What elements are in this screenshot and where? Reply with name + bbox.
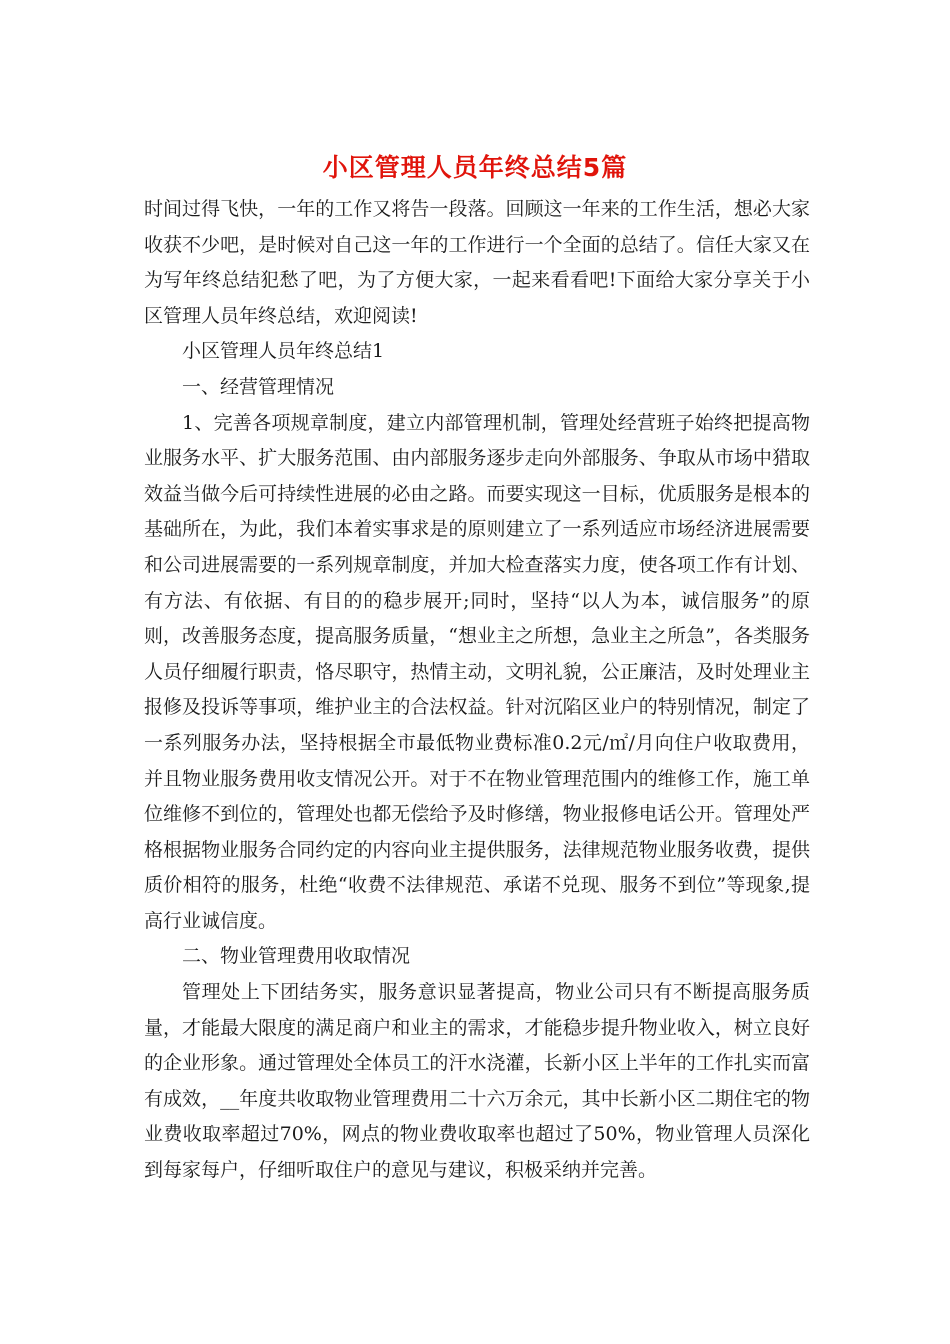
section-heading-fees: 二、物业管理费用收取情况 bbox=[182, 945, 411, 968]
operations-paragraph: 1、完善各项规章制度，建立内部管理机制，管理处经营班子始终把提高物业服务水平、扩大服务范围、由内部服务逐步走向外部服务、争取从市场中猎取效益当做今后可持续性进展的必由之路。而要实现这一目标，优质服务是根本的基础所在，为此，我们本着实事求是的原则建立了一系列适应市场经济进展需要和公司进展需要的一系列规章制度，并加大检查落实力度，使各项工作有计划、有方法、有依据、有目的的稳步展开;同时，坚持“以人为本，诚信服务”的原则，改善服务态度，提高服务质量，“想业主之所想，急业主之所急”，各类服务人员仔细履行职责，恪尽职守，热情主动，文明礼貌，公正廉洁，及时处理业主报修及投诉等事项，维护业主的合法权益。针对沉陷区业户的特别情况，制定了一系列服务办法，坚持根据全市最低物业费标准0.2元/㎡/月向住户收取费用，并且物业服务费用收支情况公开。对于不在物业管理范围内的维修工作，施工单位维修不到位的，管理处也都无偿给予及时修缮，物业报修电话公开。管理处严格根据物业服务合同约定的内容向业主提供服务，法律规范物业服务收费，提供质价相符的服务，杜绝“收费不法律规范、承诺不兑现、服务不到位”等现象,提高行业诚信度。 bbox=[144, 411, 810, 932]
section-heading-summary-1: 小区管理人员年终总结1 bbox=[182, 340, 385, 363]
intro-paragraph: 时间过得飞快，一年的工作又将告一段落。回顾这一年来的工作生活，想必大家收获不少吧，是时候对自己这一年的工作进行一个全面的总结了。信任大家又在为写年终总结犯愁了吧，为了方便大家，一起来看看吧!下面给大家分享关于小区管理人员年终总结，欢迎阅读! bbox=[144, 198, 810, 327]
document-title: 小区管理人员年终总结5篇 bbox=[322, 153, 628, 182]
section-heading-operations: 一、经营管理情况 bbox=[182, 375, 335, 398]
fees-paragraph: 管理处上下团结务实，服务意识显著提高，物业公司只有不断提高服务质量，才能最大限度的满足商户和业主的需求，才能稳步提升物业收入，树立良好的企业形象。通过管理处全体员工的汗水浇灌，长新小区上半年的工作扎实而富有成效，__年度共收取物业管理费用二十六万余元，其中长新小区二期住宅的物业费收取率超过70%，网点的物业费收取率也超过了50%，物业管理人员深化到每家每户，仔细听取住户的意见与建议，积极采纳并完善。 bbox=[144, 981, 810, 1182]
document-body bbox=[144, 192, 810, 1189]
